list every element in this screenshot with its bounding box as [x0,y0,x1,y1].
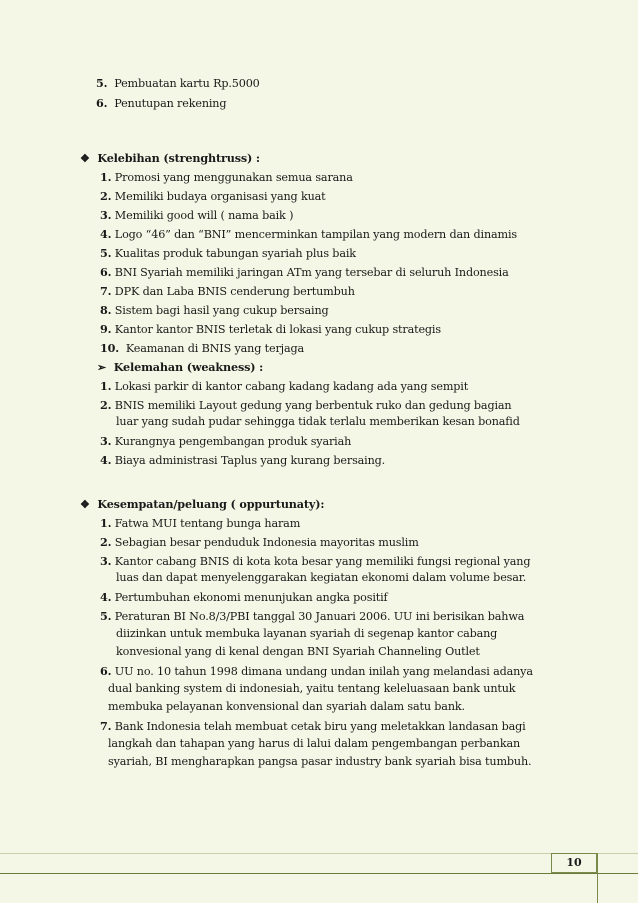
item-text-continued: konvesional yang di kenal dengan BNI Syariah Channeling Outlet [116,645,480,658]
item-text: Fatwa MUI tentang bunga haram [114,517,301,530]
item-text: Sistem bagi hasil yang cukup bersaing [114,304,329,317]
item-number: 7. [100,719,112,733]
item-text: Kurangnya pengembangan produk syariah [114,435,352,448]
item-text: Biaya administrasi Taplus yang kurang bersaing. [114,454,386,467]
weakness-item [100,453,385,468]
item-text-continued: luas dan dapat menyelenggarakan kegiatan ekonomi dalam volume besar. [116,571,527,584]
item-text-continued: luar yang sudah pudar sehingga tidak terlalu memberikan kesan bonafid [116,415,520,428]
item-number: 2. [100,535,112,549]
item-text: Pembuatan kartu Rp.5000 [114,77,260,90]
item-text: Bank Indonesia telah membuat cetak biru yang meletakkan landasan bagi [114,720,526,733]
item-number: 3. [100,208,112,222]
arrow-bullet-icon: ➢ [97,360,107,374]
opportunity-item [100,719,526,734]
item-text-continued: langkah dan tahapan yang harus di lalui dalam pengembangan perbankan [108,737,521,750]
item-number: 4. [100,590,112,604]
item-text-continued: syariah, BI mengharapkan pangsa pasar industry bank syariah bisa tumbuh. [108,755,532,768]
diamond-bullet-icon: ❖ [80,497,90,511]
item-number: 8. [100,303,112,317]
opportunity-item [100,554,530,569]
item-number: 5. [100,246,112,260]
item-text: Pertumbuhan ekonomi menunjukan angka positif [114,591,388,604]
item-text-continued: membuka pelayanan konvensional dan syariah dalam satu bank. [108,700,465,713]
item-text: BNIS memiliki Layout gedung yang berbentuk ruko dan gedung bagian [114,399,512,412]
item-number: 5. [96,76,108,90]
item-text: Lokasi parkir di kantor cabang kadang kadang ada yang sempit [114,380,469,393]
footer-divider-top [0,853,638,854]
strength-heading [80,151,260,165]
strength-item [100,227,517,242]
item-number: 5. [100,609,112,623]
diamond-bullet-icon: ❖ [80,151,90,165]
opportunity-item [100,664,533,679]
item-number: 6. [96,96,108,110]
strength-item [100,265,509,280]
opportunity-item [100,609,524,624]
page-number: 10 [551,853,597,873]
item-text-continued: diizinkan untuk membuka layanan syariah di segenap kantor cabang [116,627,498,640]
strength-heading-text: Kelebihan (strenghtruss) : [97,151,260,165]
opportunity-heading-text: Kesempatan/peluang ( oppurtunaty): [97,497,325,511]
strength-item [100,284,355,299]
item-number: 6. [100,265,112,279]
weakness-item [100,434,351,449]
item-text-continued: dual banking system di indonesiah, yaitu tentang keleluasaan bank untuk [108,682,516,695]
item-number: 3. [100,434,112,448]
strength-item [100,208,293,223]
strength-item [100,246,356,261]
item-text: Peraturan BI No.8/3/PBI tanggal 30 Januari 2006. UU ini berisikan bahwa [114,610,525,623]
item-text: Memiliki good will ( nama baik ) [114,209,294,222]
item-text: UU no. 10 tahun 1998 dimana undang undan inilah yang melandasi adanya [114,665,533,678]
strength-item [100,341,304,356]
item-text: Kualitas produk tabungan syariah plus baik [114,247,356,260]
item-text: Promosi yang menggunakan semua sarana [114,171,353,184]
item-text: Logo “46” dan “BNI” mencerminkan tampilan yang modern dan dinamis [114,228,517,241]
item-text: Memiliki budaya organisasi yang kuat [114,190,326,203]
item-number: 6. [100,664,112,678]
weakness-heading [97,360,263,374]
opportunity-item [100,516,300,531]
opportunity-heading [80,497,324,511]
opportunity-item [100,535,419,550]
strength-item [100,170,353,185]
item-number: 9. [100,322,112,336]
item-number: 10. [100,341,120,355]
item-text: BNI Syariah memiliki jaringan ATm yang tersebar di seluruh Indonesia [114,266,509,279]
weakness-item [100,398,511,413]
footer-vertical-rule [597,853,598,903]
item-number: 4. [100,453,112,467]
top-list-item [96,76,260,91]
item-text: Penutupan rekening [114,97,227,110]
top-list-item [96,96,226,111]
item-number: 1. [100,379,112,393]
strength-item [100,322,441,337]
strength-item [100,189,326,204]
item-text: DPK dan Laba BNIS cenderung bertumbuh [114,285,355,298]
weakness-item [100,379,468,394]
item-text: Kantor kantor BNIS terletak di lokasi yang cukup strategis [114,323,441,336]
opportunity-item [100,590,388,605]
item-number: 7. [100,284,112,298]
item-number: 4. [100,227,112,241]
item-number: 2. [100,189,112,203]
item-number: 1. [100,170,112,184]
item-text: Sebagian besar penduduk Indonesia mayoritas muslim [114,536,419,549]
item-text: Kantor cabang BNIS di kota kota besar yang memiliki fungsi regional yang [114,555,531,568]
item-number: 2. [100,398,112,412]
footer-divider [0,873,638,874]
strength-item [100,303,329,318]
item-number: 1. [100,516,112,530]
item-text: Keamanan di BNIS yang terjaga [125,342,305,355]
item-number: 3. [100,554,112,568]
weakness-heading-text: Kelemahan (weakness) : [113,360,264,374]
